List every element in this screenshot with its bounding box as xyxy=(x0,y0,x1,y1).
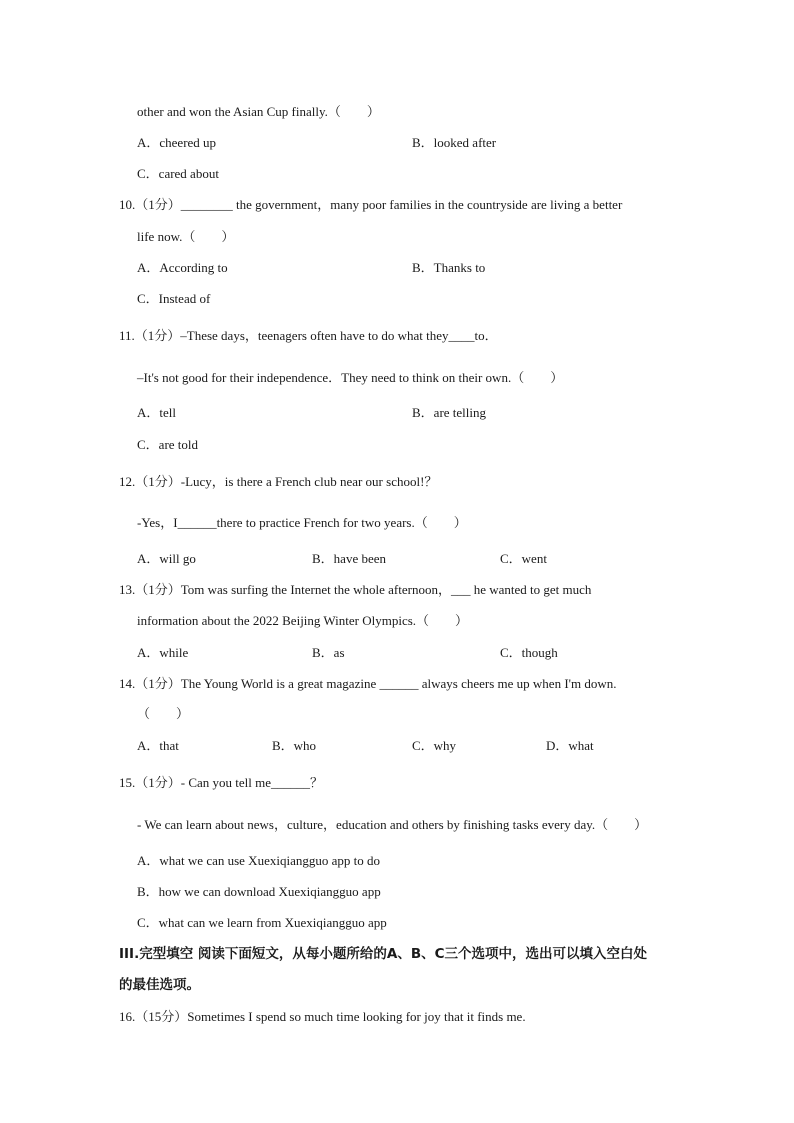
question-13-option-c: C．though xyxy=(500,645,558,660)
question-15-option-c: C．what can we learn from Xuexiqiangguo app xyxy=(137,915,387,930)
section-3-heading-cont: 的最佳选项。 xyxy=(119,977,200,993)
question-13-option-b: B．as xyxy=(312,645,345,660)
question-13-stem: 13.（1分）Tom was surfing the Internet the whole afternoon，___ he wanted to get much xyxy=(119,582,592,597)
question-11-option-c: C．are told xyxy=(137,437,199,452)
question-12-option-a: A．will go xyxy=(137,551,196,566)
question-14-option-a: A．that xyxy=(137,738,179,753)
question-11-stem-cont: –It's not good for their independence．They need to think on their own.（ ） xyxy=(137,370,564,385)
question-12-stem-cont: -Yes，I______there to practice French for two years.（ ） xyxy=(137,515,467,530)
question-11-stem: 11.（1分）–These days，teenagers often have to do what they____to． xyxy=(119,328,498,343)
question-13-stem-cont: information about the 2022 Beijing Winter Olympics.（ ） xyxy=(137,613,469,628)
question-15-option-b: B．how we can download Xuexiqiangguo app xyxy=(137,884,381,899)
question-9-option-b: B．looked after xyxy=(412,135,497,150)
question-16-stem: 16.（15分）Sometimes I spend so much time looking for joy that it finds me. xyxy=(119,1009,526,1024)
question-9-continuation: other and won the Asian Cup finally.（ ） xyxy=(137,104,380,119)
question-10-option-b: B．Thanks to xyxy=(412,260,486,275)
question-10-stem: 10.（1分）________ the government，many poor families in the countryside are living a better xyxy=(119,197,623,212)
question-14-stem-cont: （ ） xyxy=(137,706,190,721)
question-11-option-a: A．tell xyxy=(137,405,176,420)
question-15-option-a: A．what we can use Xuexiqiangguo app to do xyxy=(137,853,380,868)
question-14-stem: 14.（1分）The Young World is a great magazine ______ always cheers me up when I'm down. xyxy=(119,676,617,691)
question-15-stem: 15.（1分）- Can you tell me______？ xyxy=(119,775,324,790)
question-15-stem-cont: - We can learn about news，culture，education and others by finishing tasks every day.（ ） xyxy=(137,817,648,832)
question-14-option-b: B．who xyxy=(272,738,317,753)
question-12-stem: 12.（1分）-Lucy，is there a French club near our school!？ xyxy=(119,474,438,489)
question-14-option-d: D．what xyxy=(546,738,594,753)
question-12-option-c: C．went xyxy=(500,551,547,566)
question-10-option-c: C．Instead of xyxy=(137,291,211,306)
section-3-heading: III.完型填空 阅读下面短文，从每小题所给的A、B、C三个选项中，选出可以填入空白处 xyxy=(119,946,648,962)
question-9-option-a: A．cheered up xyxy=(137,135,217,150)
question-11-option-b: B．are telling xyxy=(412,405,487,420)
question-9-option-c: C．cared about xyxy=(137,166,219,181)
question-10-option-a: A．According to xyxy=(137,260,228,275)
question-14-option-c: C．why xyxy=(412,738,457,753)
question-10-stem-cont: life now.（ ） xyxy=(137,229,235,244)
question-12-option-b: B．have been xyxy=(312,551,387,566)
question-13-option-a: A．while xyxy=(137,645,189,660)
